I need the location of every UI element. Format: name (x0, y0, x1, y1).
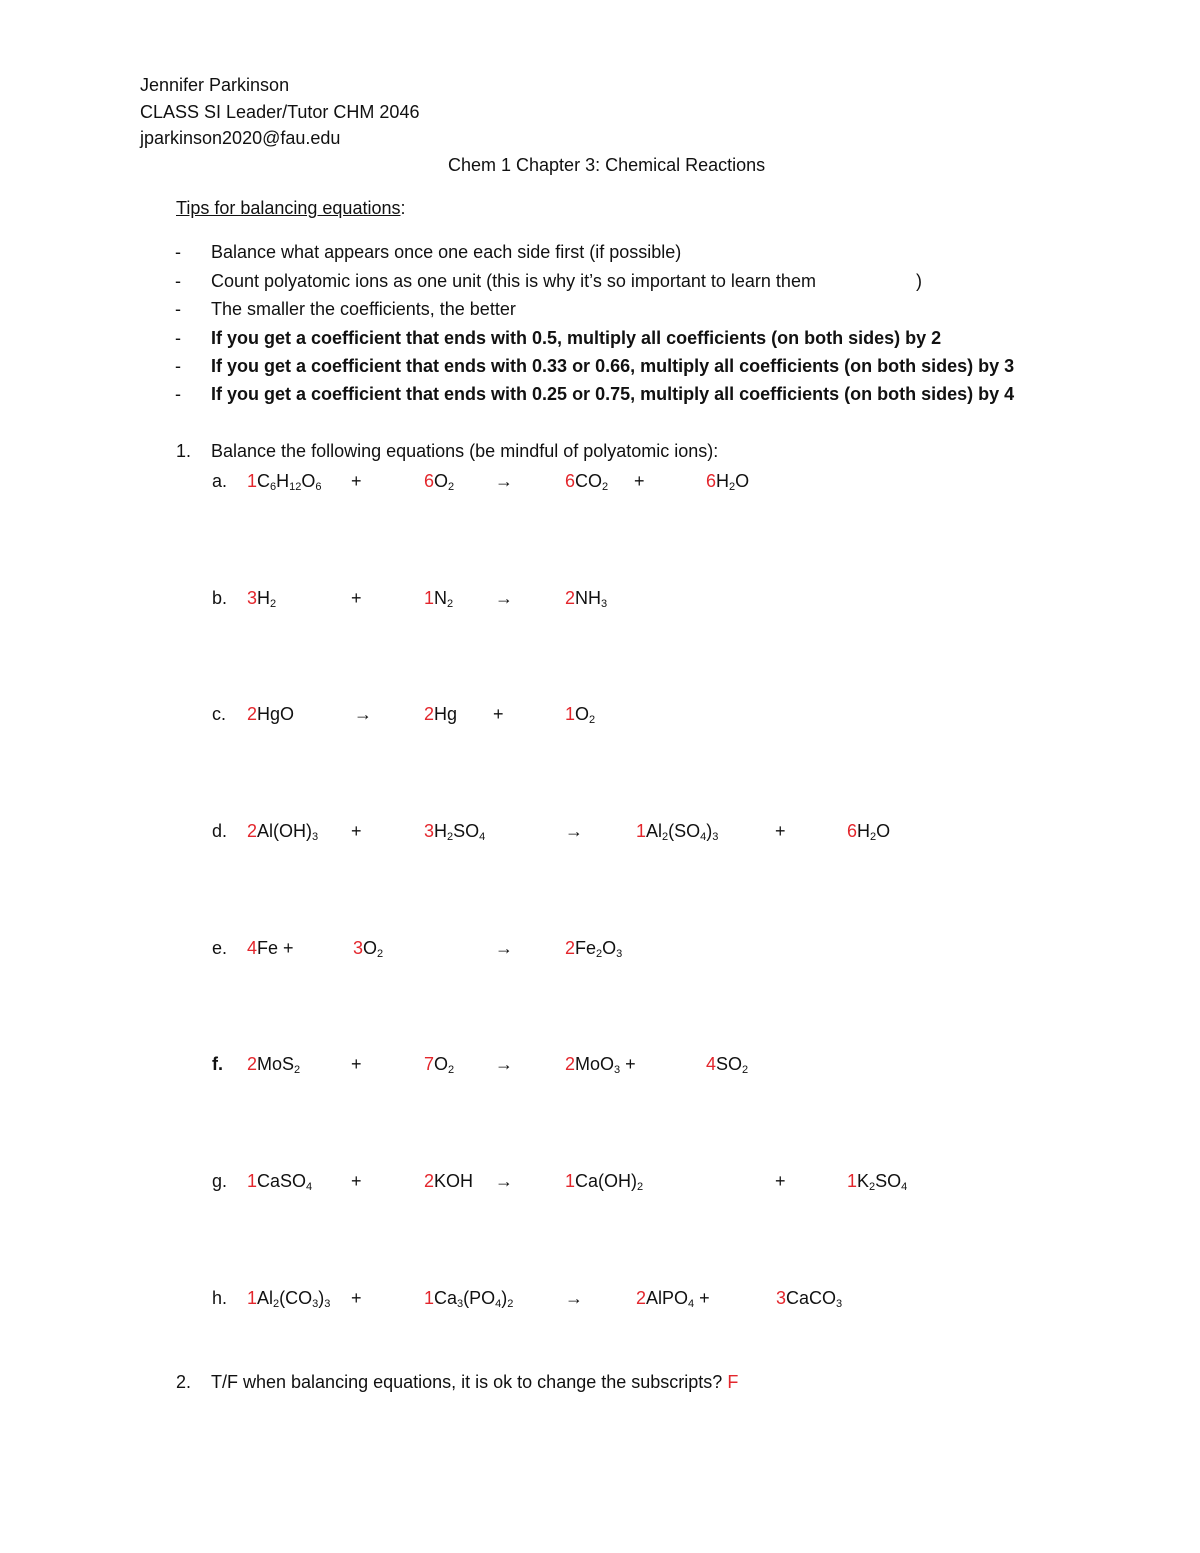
equation-f (0, 1053, 1200, 1077)
reaction-arrow: → (565, 821, 583, 841)
subscript: 2 (869, 1181, 876, 1193)
product-2 (847, 820, 890, 842)
subscript: 2 (729, 481, 736, 493)
bullet-dash: - (175, 384, 181, 404)
subscript: 2 (589, 714, 596, 726)
formula-part: SO (453, 821, 480, 841)
subscript: 2 (602, 481, 609, 493)
product-2 (565, 703, 595, 725)
formula-part: AlPO (646, 1288, 689, 1308)
coefficient: 4 (706, 1054, 717, 1074)
subscript: 2 (294, 1064, 301, 1076)
plus-sign: + (775, 821, 786, 841)
coefficient: 1 (247, 1171, 258, 1191)
coefficient: 2 (247, 1054, 258, 1074)
tips-heading-colon: : (400, 198, 406, 218)
formula-part: HgO (257, 704, 295, 724)
reactant-2 (424, 1053, 454, 1075)
reactant-1 (247, 587, 276, 609)
question-1-number: 1. (176, 441, 192, 461)
equation-h (0, 1287, 1200, 1311)
author-email[interactable]: jparkinson2020@fau.edu (140, 128, 341, 148)
formula-part: O (575, 704, 590, 724)
subscript: 2 (870, 831, 877, 843)
formula-part: SO (716, 1054, 743, 1074)
formula-part: H (434, 821, 448, 841)
reaction-arrow: → (495, 1171, 513, 1191)
tip-text: If you get a coefficient that ends with 0.5, multiply all coefficients (on both sides) by 2 (211, 328, 942, 348)
product-1 (565, 1170, 643, 1192)
question-2-text: T/F when balancing equations, it is ok to change the subscripts? (211, 1372, 723, 1392)
reaction-arrow: → (495, 938, 513, 958)
plus-sign: + (351, 588, 362, 608)
subscript: 4 (901, 1181, 908, 1193)
coefficient: 2 (636, 1288, 647, 1308)
subscript: 6 (315, 481, 322, 493)
subscript: 3 (312, 831, 319, 843)
formula-part: NH (575, 588, 602, 608)
coefficient: 1 (424, 588, 435, 608)
plus-sign: + (634, 471, 645, 491)
coefficient: 2 (565, 938, 576, 958)
reactant-2 (424, 1170, 473, 1192)
equation-label: b. (212, 588, 228, 608)
formula-part: (CO (279, 1288, 313, 1308)
coefficient: 6 (706, 471, 717, 491)
coefficient: 3 (776, 1288, 787, 1308)
tips-heading (176, 197, 406, 219)
question-2-answer: F (727, 1372, 739, 1392)
reaction-arrow: → (495, 1054, 513, 1074)
coefficient: 4 (247, 938, 258, 958)
tips-heading-text: Tips for balancing equations (176, 198, 401, 218)
subscript: 4 (306, 1181, 313, 1193)
formula-part: Ca (434, 1288, 458, 1308)
reactant-2 (424, 587, 453, 609)
coefficient: 3 (353, 938, 364, 958)
subscript: 3 (457, 1298, 464, 1310)
reactant-1 (247, 703, 294, 725)
question-1-text: Balance the following equations (be mindful of polyatomic ions): (211, 441, 719, 461)
formula-part: CaCO (786, 1288, 837, 1308)
coefficient: 6 (565, 471, 576, 491)
reactant-2 (353, 937, 383, 959)
coefficient: 1 (424, 1288, 435, 1308)
formula-part: ) (706, 821, 713, 841)
formula-part: CO (575, 471, 603, 491)
bullet-dash: - (175, 271, 181, 291)
formula-part: Ca(OH) (575, 1171, 638, 1191)
plus-sign: + (351, 471, 362, 491)
reaction-arrow: → (565, 1288, 583, 1308)
subscript: 6 (270, 481, 277, 493)
equation-b (0, 587, 1200, 611)
formula-part: MoS (257, 1054, 295, 1074)
coefficient: 1 (565, 704, 576, 724)
subscript: 4 (495, 1298, 502, 1310)
equation-label: c. (212, 704, 227, 724)
formula-part: Al (646, 821, 663, 841)
formula-part: Fe (575, 938, 597, 958)
equation-label: h. (212, 1288, 228, 1308)
subscript: 2 (596, 948, 603, 960)
equation-e (0, 937, 1200, 961)
subscript: 3 (614, 1064, 621, 1076)
coefficient: 2 (247, 704, 258, 724)
subscript: 2 (448, 1064, 455, 1076)
reactant-2 (424, 470, 454, 492)
page-title: Chem 1 Chapter 3: Chemical Reactions (448, 155, 766, 175)
equation-label: a. (212, 471, 228, 491)
reactant-1 (247, 1170, 312, 1192)
subscript: 3 (616, 948, 623, 960)
reactant-1 (247, 1287, 330, 1309)
product-2 (706, 470, 749, 492)
equation-g (0, 1170, 1200, 1194)
formula-part: O (735, 471, 750, 491)
coefficient: 3 (247, 588, 258, 608)
subscript: 2 (447, 598, 454, 610)
reactant-1 (247, 470, 322, 492)
subscript: 2 (273, 1298, 280, 1310)
formula-part: N (434, 588, 448, 608)
plus-sign: + (351, 821, 362, 841)
product-2 (776, 1287, 842, 1309)
tip-text: Balance what appears once one each side first (if possible) (211, 242, 682, 262)
plus-sign: + (775, 1171, 786, 1191)
formula-part: CaSO (257, 1171, 307, 1191)
formula-part: Fe + (257, 938, 294, 958)
formula-part: SO (875, 1171, 902, 1191)
question-2 (211, 1371, 738, 1393)
coefficient: 2 (247, 821, 258, 841)
bullet-dash: - (175, 356, 181, 376)
coefficient: 6 (847, 821, 858, 841)
product-1 (565, 470, 608, 492)
formula-part: KOH (434, 1171, 474, 1191)
formula-part: O (876, 821, 891, 841)
reaction-arrow: → (354, 704, 372, 724)
formula-part: H (257, 588, 271, 608)
product-1 (565, 587, 607, 609)
coefficient: 2 (565, 588, 576, 608)
plus-sign: + (351, 1288, 362, 1308)
subscript: 4 (700, 831, 707, 843)
formula-part: ) (318, 1288, 325, 1308)
formula-part: Hg (434, 704, 458, 724)
formula-part: H (716, 471, 730, 491)
coefficient: 1 (247, 1288, 258, 1308)
formula-part: Al (257, 1288, 274, 1308)
formula-part: MoO (575, 1054, 615, 1074)
product-1 (636, 820, 718, 842)
formula-part: + (620, 1054, 636, 1074)
product-1 (424, 703, 457, 725)
reactant-1 (247, 1053, 300, 1075)
subscript: 4 (688, 1298, 695, 1310)
question-2-number: 2. (176, 1372, 192, 1392)
equation-c (0, 703, 1200, 727)
bullet-dash: - (175, 242, 181, 262)
coefficient: 7 (424, 1054, 435, 1074)
product-2 (706, 1053, 748, 1075)
author-role: CLASS SI Leader/Tutor CHM 2046 (140, 102, 420, 122)
formula-part: H (857, 821, 871, 841)
plus-sign: + (351, 1054, 362, 1074)
coefficient: 1 (847, 1171, 858, 1191)
coefficient: 3 (424, 821, 435, 841)
subscript: 2 (637, 1181, 644, 1193)
equation-a (0, 470, 1200, 494)
product-1 (565, 1053, 636, 1075)
reaction-arrow: → (495, 471, 513, 491)
coefficient: 1 (565, 1171, 576, 1191)
tip-text: If you get a coefficient that ends with 0.25 or 0.75, multiply all coefficients (on both sides) by 4 (211, 384, 1015, 404)
coefficient: 2 (565, 1054, 576, 1074)
formula-part: H (276, 471, 290, 491)
formula-part: Al(OH) (257, 821, 313, 841)
product-1 (565, 937, 622, 959)
reactant-1 (247, 937, 294, 959)
subscript: 12 (289, 481, 302, 493)
formula-part: (SO (668, 821, 701, 841)
subscript: 3 (712, 831, 719, 843)
coefficient: 6 (424, 471, 435, 491)
formula-part: O (363, 938, 378, 958)
subscript: 4 (479, 831, 486, 843)
formula-part: K (857, 1171, 870, 1191)
reactant-2 (424, 820, 485, 842)
formula-part: (PO (463, 1288, 496, 1308)
subscript: 2 (742, 1064, 749, 1076)
formula-part: O (602, 938, 617, 958)
coefficient: 2 (424, 704, 435, 724)
formula-part: + (694, 1288, 710, 1308)
equation-label: g. (212, 1171, 228, 1191)
equation-label: e. (212, 938, 228, 958)
tip-text: Count polyatomic ions as one unit (this is why it’s so important to learn them (211, 271, 816, 291)
subscript: 2 (507, 1298, 514, 1310)
subscript: 3 (836, 1298, 843, 1310)
reactant-1 (247, 820, 318, 842)
subscript: 3 (312, 1298, 319, 1310)
plus-sign: + (493, 704, 504, 724)
coefficient: 1 (247, 471, 258, 491)
coefficient: 2 (424, 1171, 435, 1191)
formula-part: O (434, 471, 449, 491)
formula-part: C (257, 471, 271, 491)
author-name: Jennifer Parkinson (140, 75, 290, 95)
bullet-dash: - (175, 299, 181, 319)
tip-text: The smaller the coefficients, the better (211, 299, 516, 319)
bullet-dash: - (175, 328, 181, 348)
reaction-arrow: → (495, 588, 513, 608)
subscript: 2 (377, 948, 384, 960)
subscript: 2 (662, 831, 669, 843)
tip-text: If you get a coefficient that ends with 0.33 or 0.66, multiply all coefficients (on both sides) by 3 (211, 356, 1015, 376)
product-1 (636, 1287, 710, 1309)
reactant-2 (424, 1287, 513, 1309)
subscript: 3 (601, 598, 608, 610)
formula-part: ) (501, 1288, 508, 1308)
plus-sign: + (351, 1171, 362, 1191)
subscript: 3 (324, 1298, 331, 1310)
tip-close-paren: ) (916, 271, 922, 291)
coefficient: 1 (636, 821, 647, 841)
formula-part: O (301, 471, 316, 491)
subscript: 2 (270, 598, 277, 610)
subscript: 2 (448, 481, 455, 493)
formula-part: O (434, 1054, 449, 1074)
subscript: 2 (447, 831, 454, 843)
equation-label: f. (212, 1054, 223, 1074)
equation-label: d. (212, 821, 228, 841)
product-2 (847, 1170, 907, 1192)
equation-d (0, 820, 1200, 844)
